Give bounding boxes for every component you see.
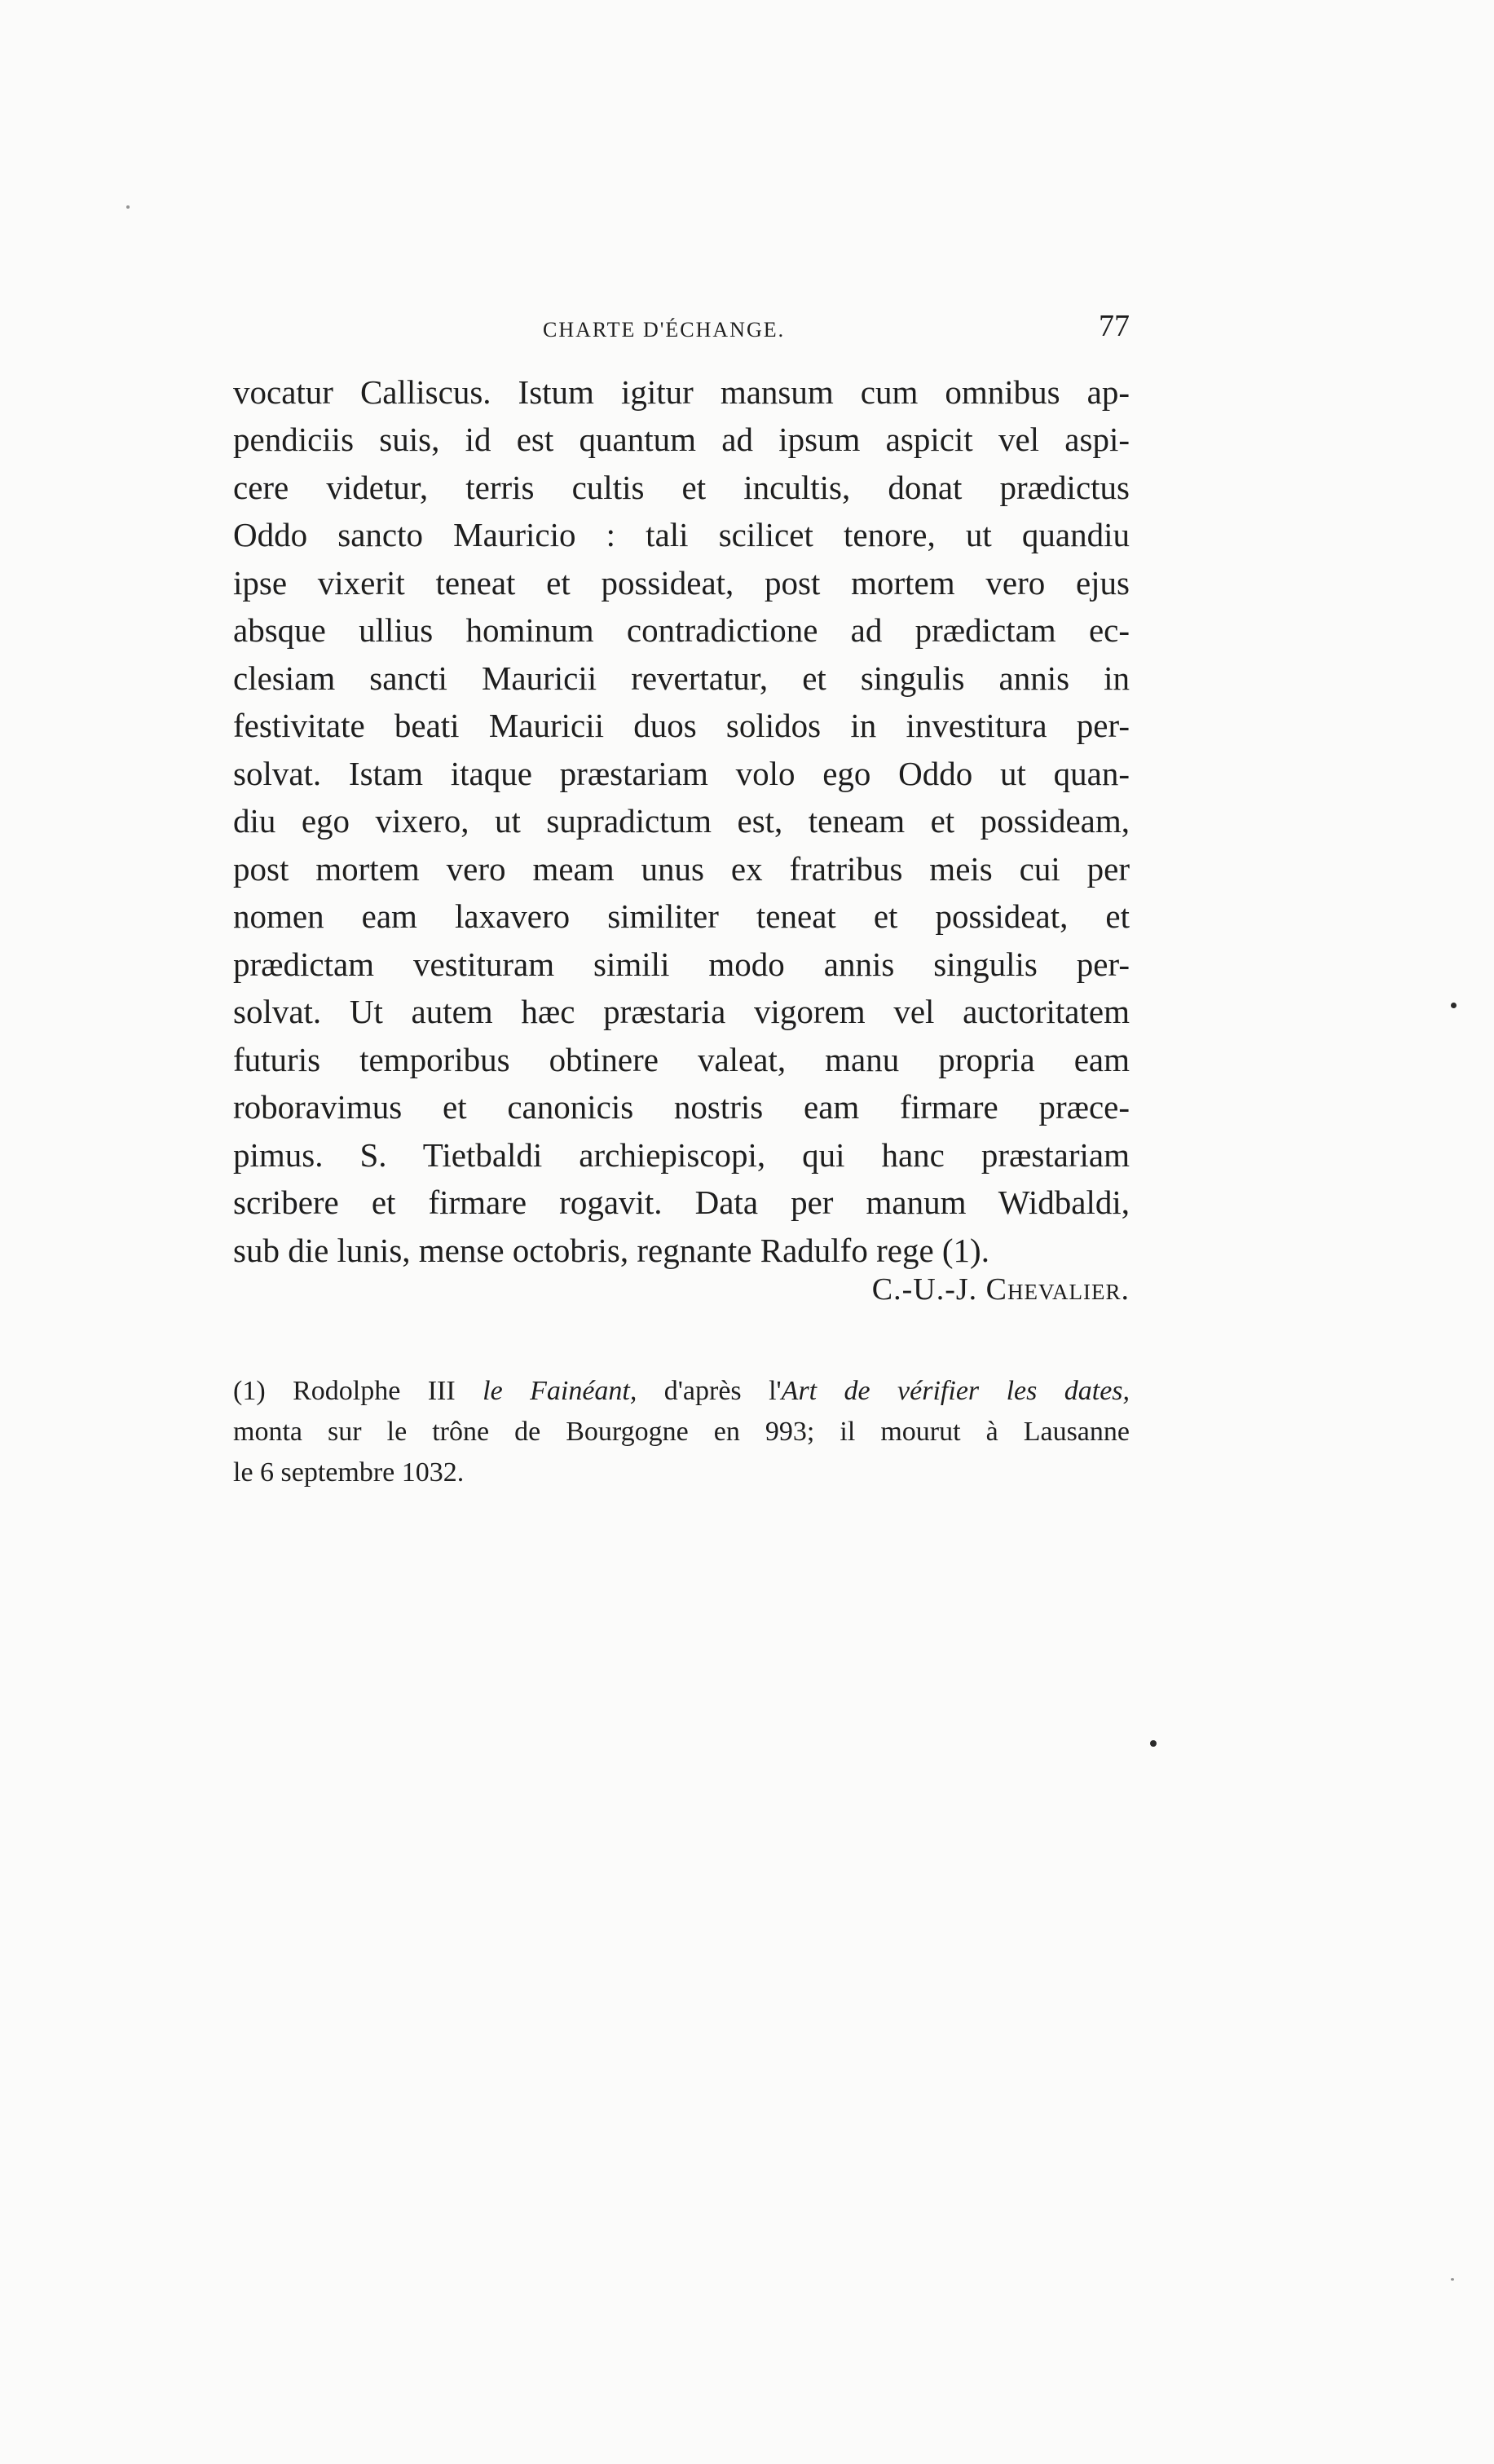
footnote-italic-text: le Fainéant, <box>483 1376 637 1406</box>
ink-speck <box>126 205 130 209</box>
body-line: solvat. Istam itaque præstariam volo ego Oddo ut quan- <box>233 755 1130 792</box>
body-line: diu ego vixero, ut supradictum est, teneam et possideam, <box>233 802 1130 840</box>
body-line: roboravimus et canonicis nostris eam firmare præce- <box>233 1088 1130 1126</box>
footnote-line-2: monta sur le trône de Bourgogne en 993; il mourut à Lausanne <box>233 1417 1130 1447</box>
body-line: vocatur Calliscus. Istum igitur mansum cum omnibus ap- <box>233 373 1130 411</box>
body-line: futuris temporibus obtinere valeat, manu propria eam <box>233 1041 1130 1078</box>
ink-speck <box>1451 1003 1457 1008</box>
ink-speck <box>1150 1740 1157 1747</box>
body-line: ipse vixerit teneat et possideat, post mortem vero ejus <box>233 564 1130 602</box>
body-line: post mortem vero meam unus ex fratribus meis cui per <box>233 850 1130 888</box>
running-title: CHARTE D'ÉCHANGE. <box>543 318 786 342</box>
body-line: Oddo sancto Mauricio : tali scilicet tenore, ut quandiu <box>233 516 1130 553</box>
body-line: pimus. S. Tietbaldi archiepiscopi, qui hanc præstariam <box>233 1136 1130 1174</box>
signature <box>872 1272 1130 1307</box>
signature-name: Chevalier. <box>985 1272 1130 1307</box>
body-line: absque ullius hominum contradictione ad prædictam ec- <box>233 611 1130 649</box>
footnote-italic-title: Art de vérifier les dates, <box>781 1376 1130 1406</box>
body-line: clesiam sancti Mauricii revertatur, et singulis annis in <box>233 659 1130 697</box>
body-line: scribere et firmare rogavit. Data per manum Widbaldi, <box>233 1184 1130 1221</box>
footnote-line-1 <box>233 1371 1130 1412</box>
body-line: nomen eam laxavero similiter teneat et possideat, et <box>233 897 1130 935</box>
body-line: pendiciis suis, id est quantum ad ipsum aspicit vel aspi- <box>233 421 1130 458</box>
signature-initials: C.-U.-J. <box>871 1272 978 1307</box>
body-line: solvat. Ut autem hæc præstaria vigorem vel auctoritatem <box>233 993 1130 1030</box>
footnote-text: Rodolphe III <box>293 1376 456 1406</box>
page-number: 77 <box>1099 309 1130 343</box>
body-line: cere videtur, terris cultis et incultis, donat prædictus <box>233 469 1130 506</box>
footnote-line-3: le 6 septembre 1032. <box>233 1457 465 1488</box>
running-head <box>233 309 1130 355</box>
ink-speck <box>1451 2278 1454 2281</box>
footnote-marker: (1) <box>233 1376 266 1406</box>
body-line: sub die lunis, mense octobris, regnante Radulfo rege (1). <box>233 1232 989 1269</box>
body-line: prædictam vestituram simili modo annis singulis per- <box>233 945 1130 983</box>
footnote-text: d'après l' <box>663 1376 782 1406</box>
body-line: festivitate beati Mauricii duos solidos in investitura per- <box>233 707 1130 744</box>
